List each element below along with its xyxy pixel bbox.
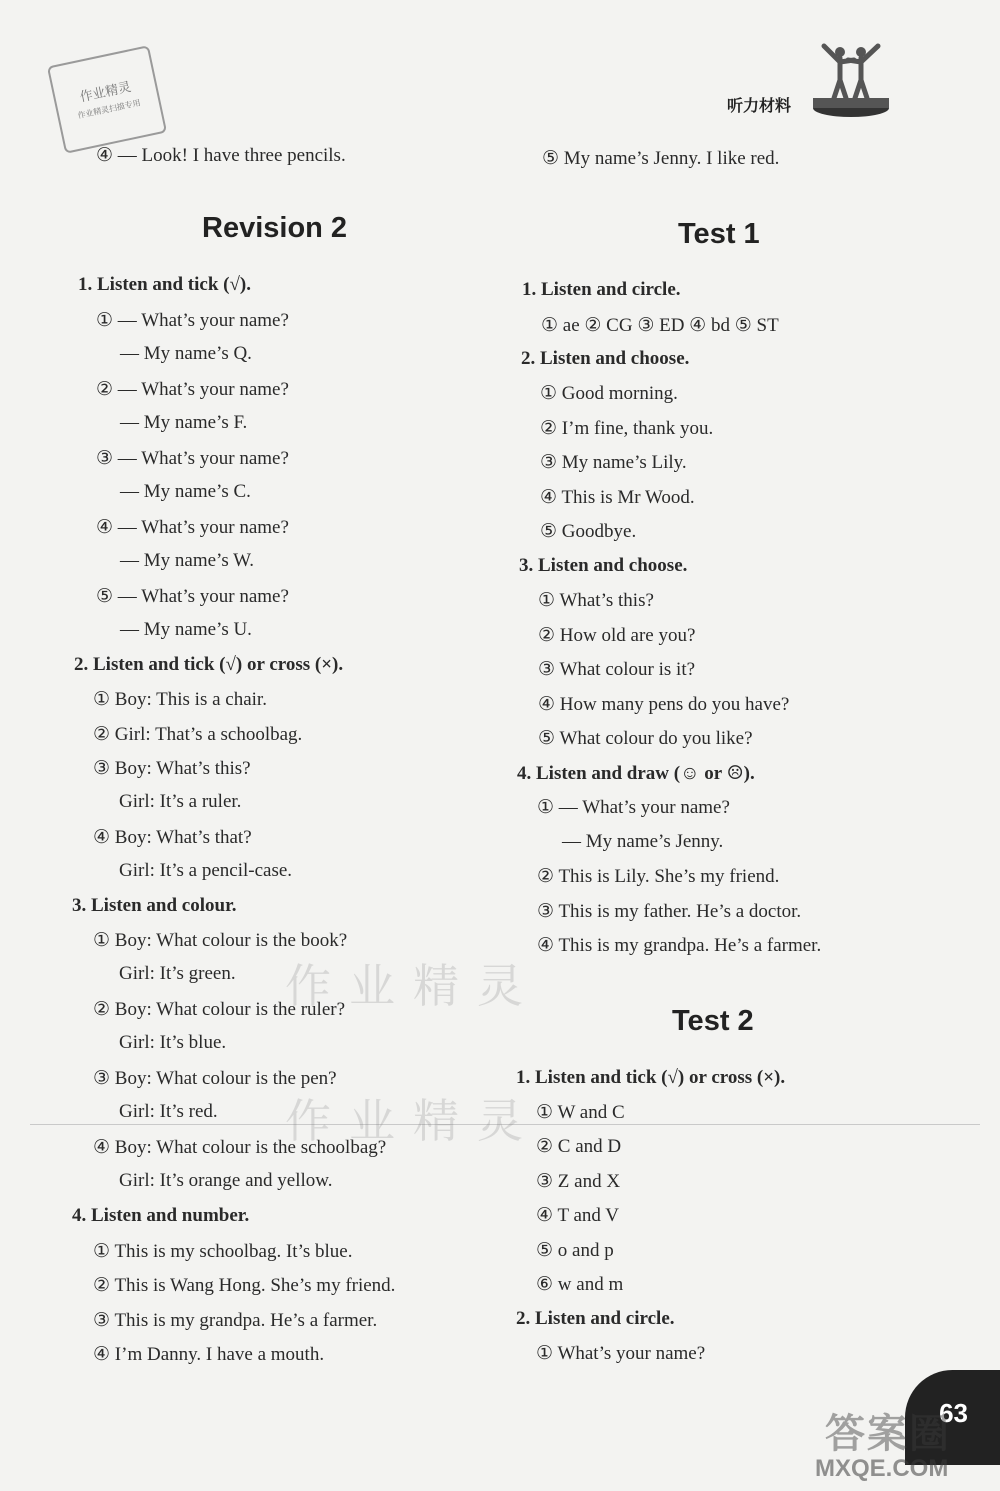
site-watermark-cn: 答案圈 (825, 1411, 951, 1457)
dancers-figure-icon (806, 40, 896, 120)
test-2-title: Test 2 (672, 1005, 754, 1037)
list-item: Girl: It’s blue. (119, 1032, 227, 1053)
watermark-text: 作业精灵 (285, 1094, 541, 1148)
list-item: ② How old are you? (538, 625, 696, 646)
list-item: — My name’s Q. (120, 343, 252, 364)
list-item: ① ae ② CG ③ ED ④ bd ⑤ ST (541, 315, 779, 336)
list-item: ① Boy: This is a chair. (93, 689, 267, 710)
list-item: ⑤ o and p (536, 1240, 614, 1261)
left-top-line: ④ — Look! I have three pencils. (96, 145, 346, 166)
list-item: ② — What’s your name? (96, 379, 289, 400)
list-item: — My name’s F. (120, 412, 248, 433)
list-item: ① — What’s your name? (537, 797, 730, 818)
list-item: ③ Boy: What colour is the pen? (93, 1068, 337, 1089)
list-item: Girl: It’s a pencil-case. (119, 860, 293, 881)
section-label: 听力材料 (727, 96, 792, 115)
test2-section-1-heading: 1. Listen and tick (√) or cross (×). (516, 1067, 786, 1088)
list-item: ④ T and V (536, 1205, 620, 1226)
list-item: ① What’s your name? (536, 1343, 706, 1364)
list-item: ③ My name’s Lily. (540, 452, 687, 473)
list-item: ① What’s this? (538, 590, 654, 611)
list-item: ① Good morning. (540, 383, 678, 404)
list-item: ⑥ w and m (536, 1274, 624, 1295)
list-item: ③ This is my grandpa. He’s a farmer. (93, 1310, 378, 1331)
list-item: ④ Boy: What colour is the schoolbag? (93, 1137, 387, 1158)
list-item: ① This is my schoolbag. It’s blue. (93, 1241, 353, 1262)
list-item: ① — What’s your name? (96, 310, 289, 331)
list-item: Girl: It’s a ruler. (119, 791, 242, 812)
test1-section-3-heading: 3. Listen and choose. (519, 555, 688, 576)
revision-section-2-heading: 2. Listen and tick (√) or cross (×). (74, 654, 344, 675)
list-item: ① W and C (536, 1102, 625, 1123)
site-watermark: MXQE.COM (815, 1455, 949, 1482)
list-item: — My name’s W. (120, 550, 255, 571)
test1-section-2-heading: 2. Listen and choose. (521, 348, 690, 369)
test1-section-4-heading: 4. Listen and draw (☺ or ☹). (517, 763, 755, 784)
test-1-title: Test 1 (678, 218, 760, 250)
test2-section-2-heading: 2. Listen and circle. (516, 1308, 675, 1329)
list-item: ② C and D (536, 1136, 622, 1157)
list-item: — My name’s C. (120, 481, 251, 502)
watermark-text: 作业精灵 (285, 959, 541, 1013)
list-item: Girl: It’s green. (119, 963, 236, 984)
list-item: — My name’s U. (120, 619, 252, 640)
revision-2-title: Revision 2 (202, 212, 348, 244)
page-number: 63 (939, 1398, 968, 1428)
list-item: ② This is Lily. She’s my friend. (537, 866, 780, 887)
list-item: ② This is Wang Hong. She’s my friend. (93, 1275, 396, 1296)
list-item: ④ How many pens do you have? (538, 694, 790, 715)
list-item: ① Boy: What colour is the book? (93, 930, 348, 951)
list-item: ③ This is my father. He’s a doctor. (537, 901, 802, 922)
list-item: Girl: It’s orange and yellow. (119, 1170, 333, 1191)
list-item: ③ What colour is it? (538, 659, 696, 680)
list-item: ⑤ — What’s your name? (96, 586, 289, 607)
list-item: ⑤ What colour do you like? (538, 728, 753, 749)
list-item: ② Girl: That’s a schoolbag. (93, 724, 303, 745)
publisher-stamp-logo (47, 45, 167, 154)
list-item: ④ I’m Danny. I have a mouth. (93, 1344, 325, 1365)
right-top-line: ⑤ My name’s Jenny. I like red. (542, 148, 780, 169)
list-item: Girl: It’s red. (119, 1101, 218, 1122)
test1-section-1-heading: 1. Listen and circle. (522, 279, 681, 300)
list-item: ② I’m fine, thank you. (540, 418, 714, 439)
list-item: ④ This is my grandpa. He’s a farmer. (537, 935, 822, 956)
list-item: ③ — What’s your name? (96, 448, 289, 469)
revision-section-1-heading: 1. Listen and tick (√). (78, 274, 251, 295)
list-item: ② Boy: What colour is the ruler? (93, 999, 346, 1020)
list-item: ④ — What’s your name? (96, 517, 289, 538)
list-item: ③ Z and X (536, 1171, 621, 1192)
stamp-main-text: 作业精灵 (78, 79, 133, 106)
list-item: ③ Boy: What’s this? (93, 758, 251, 779)
list-item: ⑤ Goodbye. (540, 521, 637, 542)
revision-section-4-heading: 4. Listen and number. (72, 1205, 250, 1226)
list-item: ④ Boy: What’s that? (93, 827, 252, 848)
list-item: ④ This is Mr Wood. (540, 487, 695, 508)
list-item: — My name’s Jenny. (562, 831, 724, 852)
revision-section-3-heading: 3. Listen and colour. (72, 895, 237, 916)
stamp-small-text: 作业精灵扫描专用 (76, 97, 142, 120)
